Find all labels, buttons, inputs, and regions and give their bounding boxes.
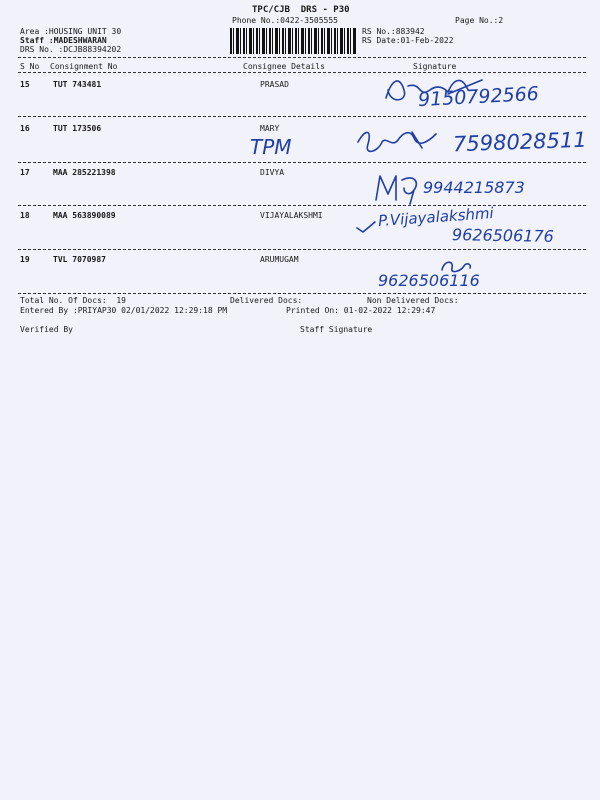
non-delivered-docs: Non Delivered Docs: [367, 296, 459, 305]
row-handwriting: 9150792566 [417, 82, 540, 112]
row-consignee: ARUMUGAM [260, 255, 299, 264]
row-note: TPM [250, 135, 292, 159]
row-divider [18, 293, 586, 294]
row-handwriting: 7598028511 [452, 127, 587, 157]
rs-number: RS No.:883942 [362, 27, 425, 36]
row-consignment: TUT 743481 [53, 80, 102, 89]
area-field: Area :HOUSING UNIT 30 [20, 27, 122, 36]
row-handwriting: 9626506176 [451, 225, 554, 246]
barcode [230, 28, 357, 54]
staff-signature-label: Staff Signature [300, 325, 373, 334]
row-handwriting: 9944215873 [423, 178, 525, 197]
column-consignee: Consignee Details [243, 62, 325, 71]
row-consignee: DIVYA [260, 168, 285, 177]
signature-mary [352, 122, 442, 162]
verified-by: Verified By [20, 325, 73, 334]
rs-date: RS Date:01-Feb-2022 [362, 36, 454, 45]
column-sno: S No [20, 62, 40, 71]
row-consignee: VIJAYALAKSHMI [260, 211, 323, 220]
row-divider [18, 205, 586, 206]
page-number: Page No.:2 [455, 16, 504, 25]
row-consignment: MAA 563890089 [53, 211, 116, 220]
row-sno: 17 [20, 168, 30, 177]
phone-number: Phone No.:0422-3505555 [232, 16, 338, 25]
row-signer-name: P.Vijayalakshmi [377, 203, 495, 231]
signature-tick [355, 218, 377, 234]
row-sno: 16 [20, 124, 30, 133]
column-signature: Signature [413, 62, 457, 71]
row-consignment: MAA 285221398 [53, 168, 116, 177]
column-consignment: Consignment No [50, 62, 118, 71]
row-sno: 18 [20, 211, 30, 220]
row-consignment: TVL 7070987 [53, 255, 106, 264]
row-consignee: MARY [260, 124, 280, 133]
delivered-docs: Delivered Docs: [230, 296, 303, 305]
row-sno: 15 [20, 80, 30, 89]
total-docs: Total No. Of Docs: 19 [20, 296, 126, 305]
row-handwriting: 9626506116 [378, 271, 480, 290]
printed-on: Printed On: 01-02-2022 12:29:47 [286, 306, 436, 315]
column-divider [18, 72, 586, 73]
row-divider [18, 249, 586, 250]
row-consignment: TUT 173506 [53, 124, 102, 133]
staff-field: Staff :MADESHWARAN [20, 36, 107, 45]
signature-divya [370, 170, 430, 206]
drs-number: DRS No. :DCJB88394202 [20, 45, 122, 54]
header-divider [18, 57, 586, 58]
row-sno: 19 [20, 255, 30, 264]
row-divider [18, 162, 586, 163]
entered-by: Entered By :PRIYAP30 02/01/2022 12:29:18 PM [20, 306, 228, 315]
row-divider [18, 116, 586, 117]
row-consignee: PRASAD [260, 80, 289, 89]
document-title: TPC/CJB DRS - P30 [252, 5, 350, 15]
